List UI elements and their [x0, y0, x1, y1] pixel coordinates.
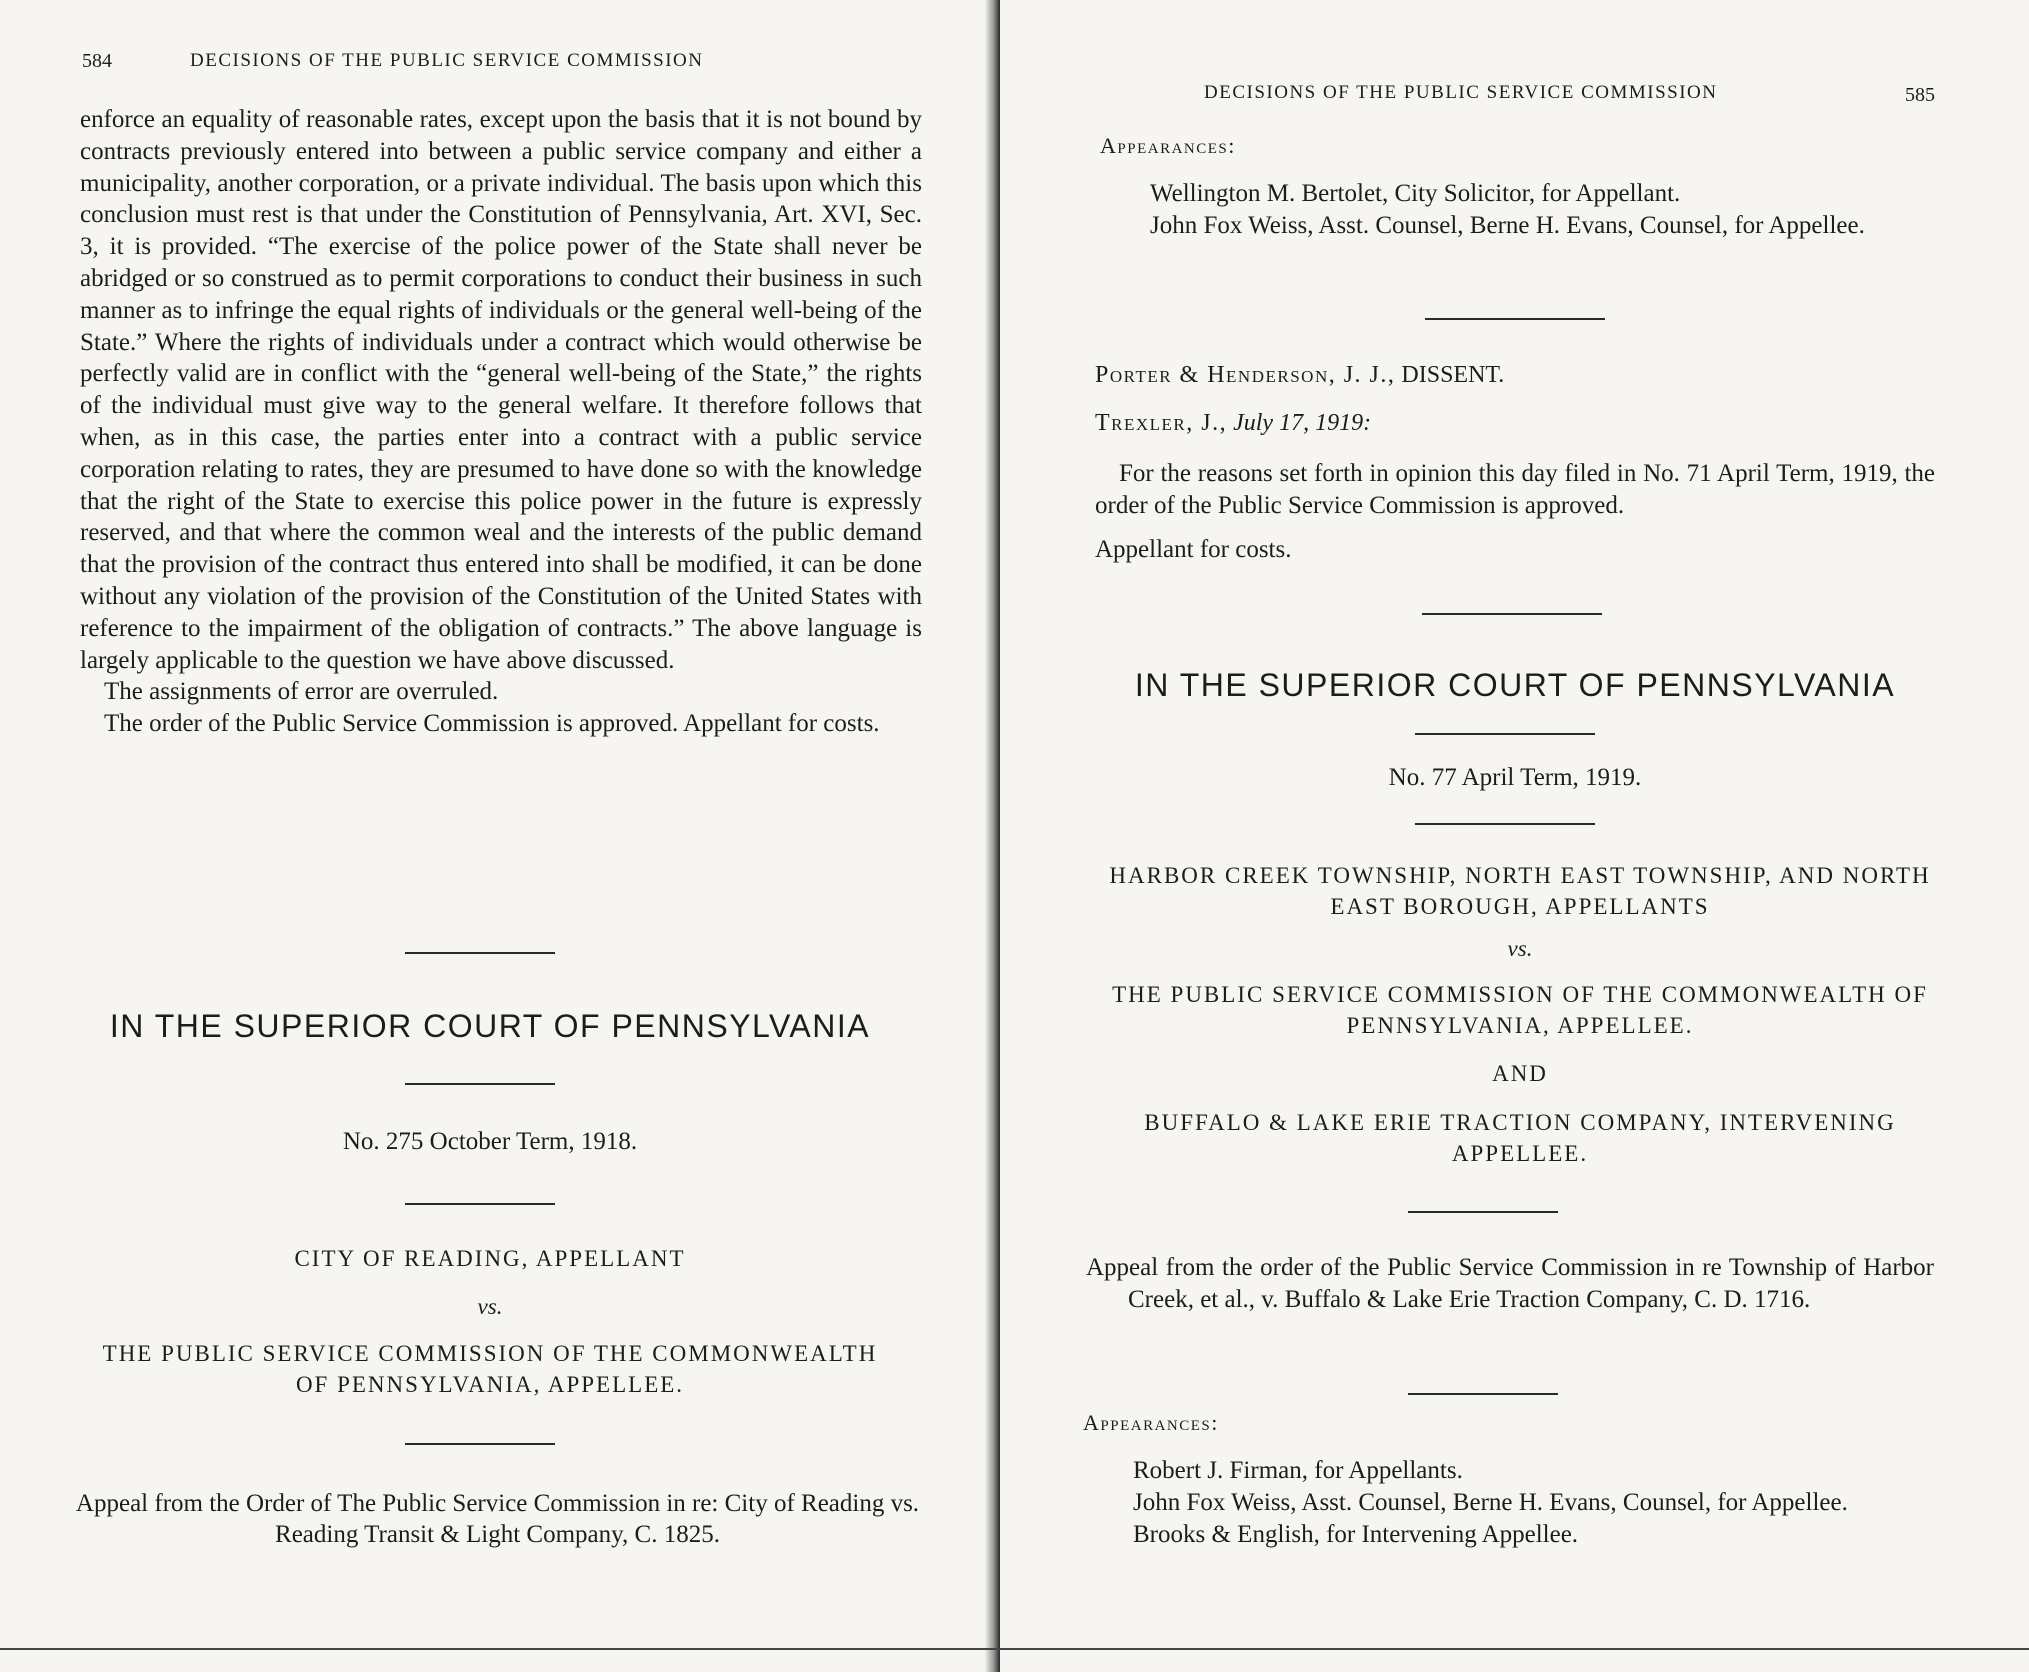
reasons-block — [1095, 458, 1935, 522]
court-heading: IN THE SUPERIOR COURT OF PENNSYLVANIA — [109, 1008, 871, 1044]
costs-line: Appellant for costs. — [1095, 536, 1292, 563]
appeal-text: Appeal from the order of the Public Service Commission in re Township of Harbor Creek, et al., v. Buffalo & Lake Erie Traction Company, C. D. 1716. — [1086, 1254, 1934, 1313]
divider — [405, 952, 555, 954]
appellant-name: CITY OF READING, APPELLANT — [294, 1246, 686, 1271]
dissent-word: DISSENT. — [1401, 362, 1505, 388]
divider — [1408, 1393, 1558, 1395]
appearances-list — [1133, 1455, 1933, 1550]
divider — [1425, 318, 1605, 320]
page-number: 584 — [82, 50, 112, 72]
appellee-name: THE PUBLIC SERVICE COMMISSION OF THE COMMONWEALTH OF PENNSYLVANIA, APPELLEE. — [1112, 982, 1928, 1038]
versus-text: vs. — [477, 1294, 503, 1319]
and-word: AND — [1492, 1061, 1548, 1086]
divider — [405, 1443, 555, 1445]
appearances-list — [1150, 178, 1935, 242]
appellants-names: HARBOR CREEK TOWNSHIP, NORTH EAST TOWNSHIP, AND NORTH EAST BOROUGH, APPELLANTS — [1109, 863, 1931, 919]
term-number: No. 275 October Term, 1918. — [342, 1128, 638, 1155]
left-page — [0, 0, 985, 1672]
reasons-paragraph: For the reasons set forth in opinion this day filed in No. 71 April Term, 1919, the order of the Public Service Commission is approved. — [1095, 460, 1935, 519]
assignments-paragraph: The assignments of error are overruled. — [104, 678, 499, 706]
divider — [1415, 733, 1595, 735]
divider — [405, 1203, 555, 1205]
appeal-text: Appeal from the Order of The Public Service Commission in re: City of Reading vs. Reading Transit & Light Company, C. 1825. — [75, 1490, 920, 1548]
judge-date: July 17, 1919: — [1233, 410, 1372, 436]
versus-text: vs. — [1507, 936, 1533, 961]
order-paragraph: The order of the Public Service Commission is approved. Appellant for costs. — [104, 710, 880, 738]
divider — [1408, 1211, 1558, 1213]
appearance-item: John Fox Weiss, Asst. Counsel, Berne H. Evans, Counsel, for Appellee. — [1133, 1488, 1848, 1516]
dissent-line — [1095, 362, 1504, 389]
divider — [1415, 823, 1595, 825]
judge-line — [1095, 410, 1371, 437]
opinion-text — [80, 104, 922, 740]
intervening-appellee: BUFFALO & LAKE ERIE TRACTION COMPANY, INTERVENING APPELLEE. — [1144, 1110, 1896, 1166]
divider — [1422, 613, 1602, 615]
appearance-item: Brooks & English, for Intervening Appellee. — [1133, 1520, 1579, 1548]
appeal-block — [1086, 1252, 1934, 1316]
appearance-item: Robert J. Firman, for Appellants. — [1133, 1457, 1463, 1484]
judge-name: Trexler, J., — [1095, 410, 1228, 436]
court-heading: IN THE SUPERIOR COURT OF PENNSYLVANIA — [1134, 667, 1896, 703]
appearance-item: Wellington M. Bertolet, City Solicitor, for Appellant. — [1150, 180, 1681, 207]
right-page — [1000, 0, 2029, 1672]
body-paragraph: enforce an equality of reasonable rates, except upon the basis that it is not bound by contracts previously entered into between a public service company and either a municipality, another corporation, or a private individual. The basis upon which this conclusion must rest is that under the Constitution of Pennsylvania, Art. XVI, Sec. 3, it is provided. “The exercise of the police power of the State shall never be abridged or so construed as to permit corporations to conduct their business in such manner as to infringe the equal rights of individuals or the general well-being of the State.” Where the rights of individuals under a contract which would otherwise be perfectly valid are in conflict with the “general well-being of the State,” the rights of the individual must give way to the general welfare. It therefore follows that when, as in this case, the parties enter into a contract with a public service corporation relating to rates, they are presumed to have done so with the knowledge that the right of the State to exercise this police power in the future is expressly reserved, and that where the common weal and the interests of the public demand that the provision of the contract thus entered into shall be modified, it can be done without any violation of the provision of the Constitution of the United States with reference to the impairment of the obligation of contracts.” The above language is largely applicable to the question we have above discussed. — [80, 106, 922, 674]
running-head: DECISIONS OF THE PUBLIC SERVICE COMMISSION — [190, 50, 704, 71]
page-number: 585 — [1905, 84, 1935, 106]
divider — [405, 1083, 555, 1085]
appearances-label: Appearances: — [1083, 1410, 1219, 1435]
term-number: No. 77 April Term, 1919. — [1388, 764, 1642, 791]
appearance-item: John Fox Weiss, Asst. Counsel, Berne H. Evans, Counsel, for Appellee. — [1150, 211, 1865, 239]
appearances-label: Appearances: — [1100, 133, 1236, 158]
appellee-name: THE PUBLIC SERVICE COMMISSION OF THE COMMONWEALTH OF PENNSYLVANIA, APPELLEE. — [102, 1341, 878, 1397]
dissent-judges: Porter & Henderson, J. J., — [1095, 362, 1396, 388]
running-head: DECISIONS OF THE PUBLIC SERVICE COMMISSION — [1204, 82, 1718, 103]
scan-edge — [0, 1648, 2029, 1650]
